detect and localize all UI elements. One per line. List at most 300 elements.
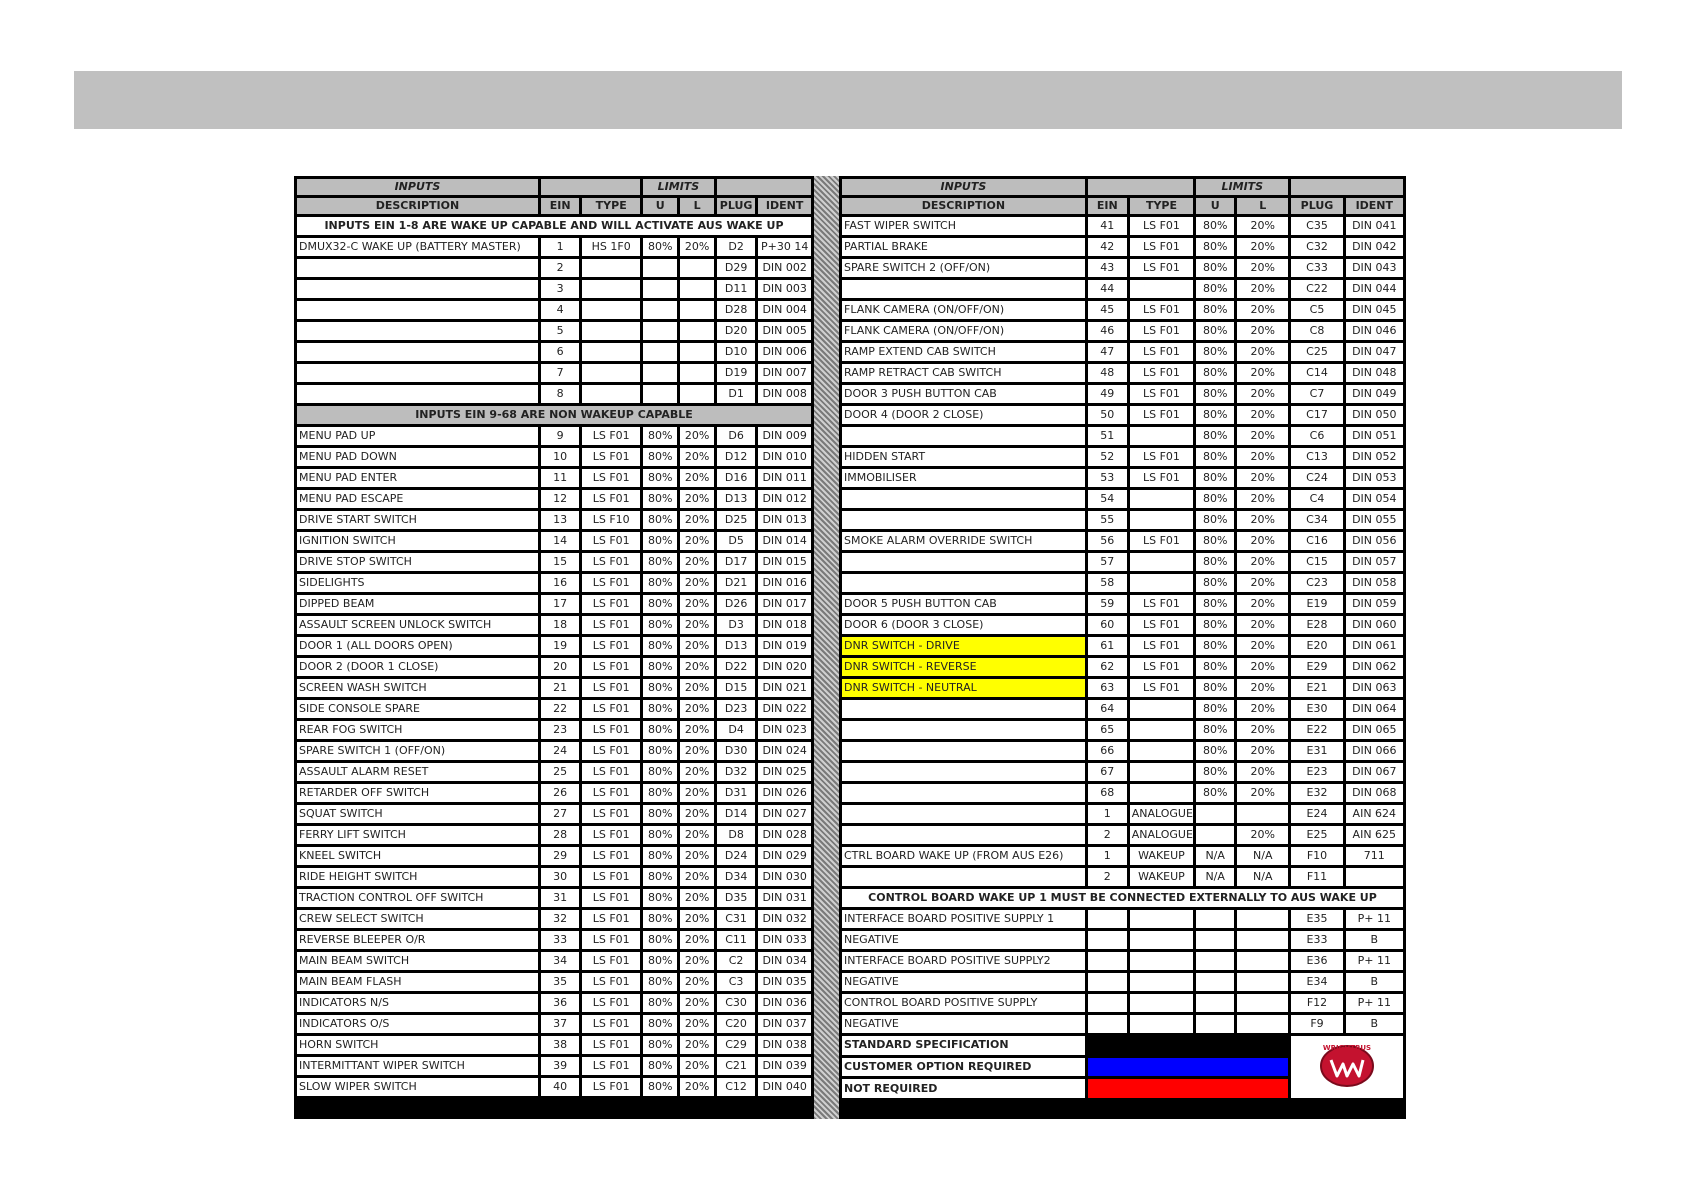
limit-l-cell: 20% <box>680 805 713 823</box>
ident-cell: DIN 008 <box>758 385 811 403</box>
limit-u-cell: 80% <box>643 238 677 256</box>
limit-l-cell: 20% <box>680 952 713 970</box>
table-row <box>297 931 811 949</box>
wake-section-heading-text: INPUTS EIN 1-8 ARE WAKE UP CAPABLE AND WILL ACTIVATE AUS WAKE UP <box>297 217 811 235</box>
table-row <box>297 1078 811 1096</box>
type-cell: LS F01 <box>582 469 640 487</box>
table-row <box>842 259 1403 277</box>
type-cell: LS F01 <box>582 931 640 949</box>
ident-cell: P+ 11 <box>1346 952 1403 970</box>
header-ident: IDENT <box>758 198 811 214</box>
limit-l-cell: 20% <box>680 847 713 865</box>
plug-cell: D14 <box>717 805 755 823</box>
table-row <box>297 994 811 1012</box>
description-cell <box>842 868 1085 886</box>
limit-l-cell: 20% <box>680 784 713 802</box>
ident-cell: DIN 021 <box>758 679 811 697</box>
description-cell: DIPPED BEAM <box>297 595 538 613</box>
ident-cell: DIN 018 <box>758 616 811 634</box>
ein-cell: 35 <box>541 973 579 991</box>
ident-cell: DIN 029 <box>758 847 811 865</box>
legend-label: NOT REQUIRED <box>842 1079 1085 1098</box>
table-row <box>297 637 811 655</box>
empty-cell <box>1130 910 1194 928</box>
table-row <box>842 721 1403 739</box>
ein-cell: 6 <box>541 343 579 361</box>
limit-l-cell: 20% <box>1237 301 1288 319</box>
panel-divider <box>814 176 839 1119</box>
limit-u-cell: 80% <box>643 721 677 739</box>
limit-l-cell: 20% <box>1237 574 1288 592</box>
limit-l-cell: 20% <box>680 889 713 907</box>
limit-u-cell: 80% <box>643 616 677 634</box>
limit-u-cell: N/A <box>1196 847 1234 865</box>
type-cell: ANALOGUE <box>1130 826 1194 844</box>
limit-l-cell: 20% <box>680 931 713 949</box>
ein-cell: 37 <box>541 1015 579 1033</box>
type-cell <box>1130 742 1194 760</box>
limit-u-cell: N/A <box>1196 868 1234 886</box>
legend-swatch <box>1088 1036 1289 1055</box>
legend-row <box>842 1036 1403 1055</box>
ein-cell: 4 <box>541 301 579 319</box>
description-cell: SPARE SWITCH 2 (OFF/ON) <box>842 259 1085 277</box>
table-row <box>297 700 811 718</box>
description-cell: DNR SWITCH - NEUTRAL <box>842 679 1085 697</box>
table-row <box>842 469 1403 487</box>
type-cell: LS F10 <box>582 511 640 529</box>
limit-l-cell: 20% <box>1237 343 1288 361</box>
limit-u-cell: 80% <box>643 889 677 907</box>
ein-cell: 59 <box>1088 595 1127 613</box>
plug-cell: F9 <box>1291 1015 1342 1033</box>
table-row <box>297 595 811 613</box>
plug-cell: F12 <box>1291 994 1342 1012</box>
limit-l-cell: 20% <box>1237 826 1288 844</box>
supply-row <box>842 994 1403 1012</box>
plug-cell: E21 <box>1291 679 1342 697</box>
ein-cell: 52 <box>1088 448 1127 466</box>
plug-cell: D21 <box>717 574 755 592</box>
type-cell <box>1130 427 1194 445</box>
ident-cell: 711 <box>1346 847 1403 865</box>
ident-cell: DIN 057 <box>1346 553 1403 571</box>
type-cell: LS F01 <box>582 826 640 844</box>
ein-cell: 62 <box>1088 658 1127 676</box>
type-cell: LS F01 <box>582 910 640 928</box>
plug-cell: D15 <box>717 679 755 697</box>
empty-cell <box>1130 1015 1194 1033</box>
table-row <box>297 259 811 277</box>
table-row <box>297 763 811 781</box>
limit-l-cell: 20% <box>680 574 713 592</box>
description-cell: HORN SWITCH <box>297 1036 538 1054</box>
ident-cell: DIN 058 <box>1346 574 1403 592</box>
type-cell: LS F01 <box>582 742 640 760</box>
ein-cell: 63 <box>1088 679 1127 697</box>
ein-cell: 49 <box>1088 385 1127 403</box>
plug-cell: D12 <box>717 448 755 466</box>
description-cell: DMUX32-C WAKE UP (BATTERY MASTER) <box>297 238 538 256</box>
limit-l-cell: 20% <box>680 910 713 928</box>
type-cell: LS F01 <box>582 553 640 571</box>
right-panel <box>839 176 1406 1119</box>
limit-u-cell: 80% <box>1196 679 1234 697</box>
table-row <box>297 973 811 991</box>
header-row-group <box>297 179 811 195</box>
ein-cell: 51 <box>1088 427 1127 445</box>
type-cell <box>1130 553 1194 571</box>
ein-cell: 1 <box>1088 805 1127 823</box>
ein-cell: 26 <box>541 784 579 802</box>
empty-cell <box>1088 952 1127 970</box>
plug-cell: D29 <box>717 259 755 277</box>
limit-u-cell: 80% <box>643 868 677 886</box>
ident-cell: DIN 049 <box>1346 385 1403 403</box>
table-row <box>297 385 811 403</box>
limit-l-cell: 20% <box>680 763 713 781</box>
limit-u-cell: 80% <box>1196 532 1234 550</box>
header-l: L <box>1237 198 1288 214</box>
table-row <box>297 364 811 382</box>
ein-cell: 1 <box>541 238 579 256</box>
limit-u-cell: 80% <box>643 847 677 865</box>
ident-cell: DIN 056 <box>1346 532 1403 550</box>
empty-cell <box>1237 994 1288 1012</box>
limit-u-cell: 80% <box>1196 595 1234 613</box>
type-cell: LS F01 <box>582 448 640 466</box>
limit-l-cell: 20% <box>680 637 713 655</box>
ident-cell: DIN 041 <box>1346 217 1403 235</box>
limit-l-cell: 20% <box>680 994 713 1012</box>
type-cell <box>1130 511 1194 529</box>
table-row <box>297 553 811 571</box>
ident-cell: P+ 11 <box>1346 910 1403 928</box>
description-cell <box>297 385 538 403</box>
description-cell: DOOR 6 (DOOR 3 CLOSE) <box>842 616 1085 634</box>
type-cell: LS F01 <box>1130 469 1194 487</box>
description-cell: CONTROL BOARD POSITIVE SUPPLY <box>842 994 1085 1012</box>
ident-cell: P+ 11 <box>1346 994 1403 1012</box>
supply-row <box>842 1015 1403 1033</box>
ein-cell: 60 <box>1088 616 1127 634</box>
limit-l-cell: 20% <box>680 1015 713 1033</box>
table-row <box>297 721 811 739</box>
table-row <box>297 322 811 340</box>
description-cell: FLANK CAMERA (ON/OFF/ON) <box>842 301 1085 319</box>
plug-cell: D26 <box>717 595 755 613</box>
description-cell: HIDDEN START <box>842 448 1085 466</box>
plug-cell: F10 <box>1291 847 1342 865</box>
limit-l-cell: 20% <box>1237 511 1288 529</box>
limit-u-cell: 80% <box>643 742 677 760</box>
plug-cell: C6 <box>1291 427 1342 445</box>
ein-cell: 12 <box>541 490 579 508</box>
limit-u-cell: 80% <box>1196 742 1234 760</box>
ident-cell: DIN 043 <box>1346 259 1403 277</box>
description-cell: DOOR 5 PUSH BUTTON CAB <box>842 595 1085 613</box>
limit-l-cell: 20% <box>1237 784 1288 802</box>
ident-cell: DIN 023 <box>758 721 811 739</box>
description-cell <box>297 364 538 382</box>
ident-cell <box>1346 868 1403 886</box>
table-row <box>842 784 1403 802</box>
description-cell: SPARE SWITCH 1 (OFF/ON) <box>297 742 538 760</box>
description-cell <box>297 280 538 298</box>
ident-cell: DIN 028 <box>758 826 811 844</box>
header-plug: PLUG <box>1291 198 1342 214</box>
type-cell: LS F01 <box>1130 217 1194 235</box>
table-row <box>842 385 1403 403</box>
ein-cell: 64 <box>1088 700 1127 718</box>
ein-cell: 15 <box>541 553 579 571</box>
limit-l-cell: 20% <box>680 448 713 466</box>
plug-cell: D25 <box>717 511 755 529</box>
wrightbus-logo <box>1291 1036 1403 1098</box>
ein-cell: 22 <box>541 700 579 718</box>
plug-cell: C11 <box>717 931 755 949</box>
type-cell: ANALOGUE <box>1130 805 1194 823</box>
type-cell: LS F01 <box>582 1078 640 1096</box>
type-cell: LS F01 <box>582 637 640 655</box>
ident-cell: DIN 045 <box>1346 301 1403 319</box>
limit-u-cell <box>643 343 677 361</box>
ein-cell: 11 <box>541 469 579 487</box>
type-cell: LS F01 <box>1130 385 1194 403</box>
description-cell: INDICATORS N/S <box>297 994 538 1012</box>
plug-cell: E32 <box>1291 784 1342 802</box>
empty-cell <box>1196 910 1234 928</box>
ein-cell: 54 <box>1088 490 1127 508</box>
type-cell: LS F01 <box>1130 343 1194 361</box>
ein-cell: 5 <box>541 322 579 340</box>
plug-cell: E24 <box>1291 805 1342 823</box>
empty-cell <box>1237 1015 1288 1033</box>
plug-cell: D3 <box>717 616 755 634</box>
type-cell: LS F01 <box>582 490 640 508</box>
ident-cell: DIN 048 <box>1346 364 1403 382</box>
ident-cell: DIN 067 <box>1346 763 1403 781</box>
nonwake-section-heading-text: INPUTS EIN 9-68 ARE NON WAKEUP CAPABLE <box>297 406 811 424</box>
table-row <box>842 343 1403 361</box>
limit-u-cell: 80% <box>643 1078 677 1096</box>
plug-cell: C17 <box>1291 406 1342 424</box>
description-cell: MENU PAD DOWN <box>297 448 538 466</box>
ein-cell: 33 <box>541 931 579 949</box>
ein-cell: 48 <box>1088 364 1127 382</box>
type-cell: LS F01 <box>582 952 640 970</box>
plug-cell: C31 <box>717 910 755 928</box>
ident-cell: DIN 013 <box>758 511 811 529</box>
description-cell <box>297 259 538 277</box>
left-inputs-table <box>294 176 814 1099</box>
limit-l-cell: 20% <box>680 427 713 445</box>
plug-cell: C29 <box>717 1036 755 1054</box>
table-row <box>297 574 811 592</box>
limit-u-cell: 80% <box>643 910 677 928</box>
ident-cell: DIN 066 <box>1346 742 1403 760</box>
empty-cell <box>1130 952 1194 970</box>
header-blank <box>1088 179 1193 195</box>
plug-cell: C20 <box>717 1015 755 1033</box>
type-cell <box>582 364 640 382</box>
plug-cell: C25 <box>1291 343 1342 361</box>
plug-cell: D22 <box>717 658 755 676</box>
plug-cell: E33 <box>1291 931 1342 949</box>
plug-cell: E20 <box>1291 637 1342 655</box>
plug-cell: E35 <box>1291 910 1342 928</box>
table-row <box>842 742 1403 760</box>
plug-cell: D34 <box>717 868 755 886</box>
limit-u-cell: 80% <box>643 511 677 529</box>
plug-cell: D31 <box>717 784 755 802</box>
description-cell: CTRL BOARD WAKE UP (FROM AUS E26) <box>842 847 1085 865</box>
limit-u-cell: 80% <box>1196 238 1234 256</box>
table-row <box>297 910 811 928</box>
plug-cell: E36 <box>1291 952 1342 970</box>
description-cell: INTERFACE BOARD POSITIVE SUPPLY2 <box>842 952 1085 970</box>
empty-cell <box>1196 952 1234 970</box>
plug-cell: C2 <box>717 952 755 970</box>
table-row <box>842 490 1403 508</box>
ein-cell: 39 <box>541 1057 579 1075</box>
description-cell <box>842 805 1085 823</box>
limit-u-cell: 80% <box>1196 427 1234 445</box>
description-cell: DOOR 2 (DOOR 1 CLOSE) <box>297 658 538 676</box>
limit-l-cell: 20% <box>1237 322 1288 340</box>
ein-cell: 30 <box>541 868 579 886</box>
description-cell: SLOW WIPER SWITCH <box>297 1078 538 1096</box>
limit-u-cell: 80% <box>1196 406 1234 424</box>
empty-cell <box>1088 973 1127 991</box>
limit-u-cell: 80% <box>1196 259 1234 277</box>
ident-cell: DIN 054 <box>1346 490 1403 508</box>
limit-u-cell: 80% <box>643 427 677 445</box>
type-cell <box>582 343 640 361</box>
description-cell: NEGATIVE <box>842 931 1085 949</box>
header-banner <box>74 71 1622 129</box>
table-row <box>842 364 1403 382</box>
description-cell: RAMP RETRACT CAB SWITCH <box>842 364 1085 382</box>
ein-cell: 68 <box>1088 784 1127 802</box>
type-cell <box>1130 490 1194 508</box>
limit-u-cell: 80% <box>643 805 677 823</box>
description-cell <box>842 700 1085 718</box>
ein-cell: 40 <box>541 1078 579 1096</box>
ein-cell: 53 <box>1088 469 1127 487</box>
description-cell: SQUAT SWITCH <box>297 805 538 823</box>
ein-cell: 41 <box>1088 217 1127 235</box>
type-cell: LS F01 <box>1130 616 1194 634</box>
ident-cell: DIN 024 <box>758 742 811 760</box>
ident-cell: DIN 052 <box>1346 448 1403 466</box>
legend-label: STANDARD SPECIFICATION <box>842 1036 1085 1055</box>
plug-cell: E31 <box>1291 742 1342 760</box>
table-row <box>842 826 1403 844</box>
ident-cell: DIN 065 <box>1346 721 1403 739</box>
limit-l-cell: 20% <box>680 826 713 844</box>
ident-cell: DIN 037 <box>758 1015 811 1033</box>
description-cell: NEGATIVE <box>842 973 1085 991</box>
table-row <box>842 847 1403 865</box>
table-row <box>842 301 1403 319</box>
header-u: U <box>1196 198 1234 214</box>
description-cell: DOOR 4 (DOOR 2 CLOSE) <box>842 406 1085 424</box>
table-row <box>297 847 811 865</box>
limit-u-cell: 80% <box>1196 763 1234 781</box>
limit-u-cell: 80% <box>1196 721 1234 739</box>
type-cell: WAKEUP <box>1130 868 1194 886</box>
supply-row <box>842 931 1403 949</box>
limit-l-cell: 20% <box>1237 595 1288 613</box>
plug-cell: E25 <box>1291 826 1342 844</box>
wrightbus-logo-icon <box>1307 1036 1387 1092</box>
ident-cell: DIN 003 <box>758 280 811 298</box>
plug-cell: F11 <box>1291 868 1342 886</box>
description-cell: FAST WIPER SWITCH <box>842 217 1085 235</box>
description-cell <box>297 322 538 340</box>
type-cell: LS F01 <box>582 679 640 697</box>
left-panel <box>294 176 814 1119</box>
limit-u-cell: 80% <box>643 469 677 487</box>
plug-cell: E23 <box>1291 763 1342 781</box>
table-row <box>297 616 811 634</box>
plug-cell: C34 <box>1291 511 1342 529</box>
limit-l-cell: 20% <box>680 595 713 613</box>
limit-l-cell: 20% <box>1237 469 1288 487</box>
limit-l-cell: 20% <box>680 973 713 991</box>
plug-cell: E34 <box>1291 973 1342 991</box>
ident-cell: DIN 047 <box>1346 343 1403 361</box>
ident-cell: DIN 055 <box>1346 511 1403 529</box>
header-inputs: INPUTS <box>842 179 1085 195</box>
description-cell: SIDELIGHTS <box>297 574 538 592</box>
limit-l-cell: 20% <box>680 490 713 508</box>
description-cell: DRIVE START SWITCH <box>297 511 538 529</box>
table-row <box>297 868 811 886</box>
table-row <box>842 406 1403 424</box>
description-cell: MAIN BEAM FLASH <box>297 973 538 991</box>
type-cell: LS F01 <box>1130 322 1194 340</box>
ein-cell: 66 <box>1088 742 1127 760</box>
limit-l-cell: 20% <box>680 469 713 487</box>
type-cell: LS F01 <box>1130 238 1194 256</box>
ident-cell: DIN 027 <box>758 805 811 823</box>
svg-text:WRIGHTBUS: WRIGHTBUS <box>1323 1044 1372 1052</box>
description-cell: MENU PAD UP <box>297 427 538 445</box>
description-cell: MENU PAD ENTER <box>297 469 538 487</box>
limit-u-cell <box>643 259 677 277</box>
limit-u-cell: 80% <box>1196 658 1234 676</box>
limit-u-cell: 80% <box>643 826 677 844</box>
limit-u-cell: 80% <box>1196 616 1234 634</box>
description-cell: DOOR 1 (ALL DOORS OPEN) <box>297 637 538 655</box>
ein-cell: 55 <box>1088 511 1127 529</box>
limit-l-cell: 20% <box>1237 427 1288 445</box>
table-row <box>842 553 1403 571</box>
control-board-section-heading-text: CONTROL BOARD WAKE UP 1 MUST BE CONNECTED EXTERNALLY TO AUS WAKE UP <box>842 889 1403 907</box>
limit-l-cell: N/A <box>1237 847 1288 865</box>
plug-cell: C21 <box>717 1057 755 1075</box>
limit-l-cell: 20% <box>1237 532 1288 550</box>
type-cell: LS F01 <box>582 574 640 592</box>
table-row <box>297 826 811 844</box>
empty-cell <box>1237 931 1288 949</box>
type-cell: LS F01 <box>582 1036 640 1054</box>
ident-cell: DIN 019 <box>758 637 811 655</box>
ein-cell: 1 <box>1088 847 1127 865</box>
limit-u-cell: 80% <box>1196 217 1234 235</box>
